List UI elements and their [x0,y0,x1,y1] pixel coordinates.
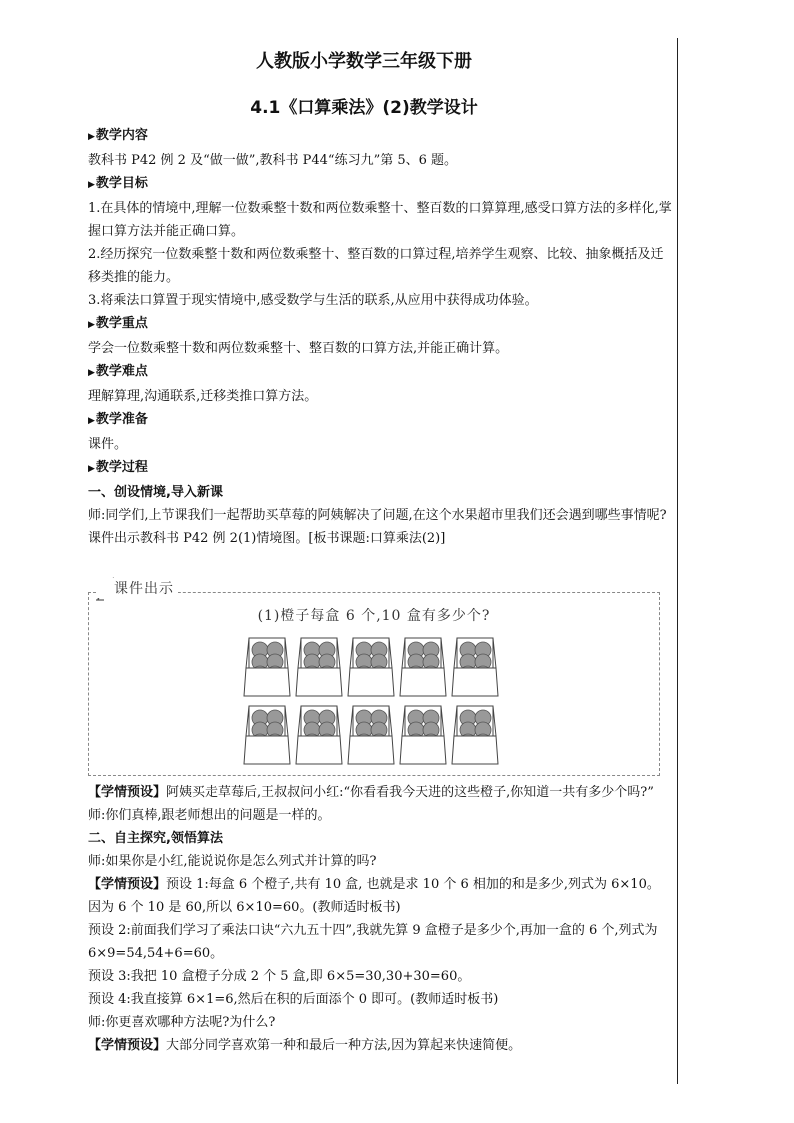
document-subtitle: 4.1《口算乘法》(2)教学设计 [250,98,478,118]
goal-1: 1.在具体的情境中,理解一位数乘整十数和两位数乘整十、整百数的口算算理,感受口算方法的多样化,掌握口算方法并能正确口算。 [88,201,672,239]
orange-box [400,706,446,764]
page-margin-line [677,38,678,1084]
prediction-method-3: 预设 3:我把 10 盒橙子分成 2 个 5 盒,即 6×5=30,30+30=60。 [88,969,471,984]
content-text: 教科书 P42 例 2 及“做一做”,教科书 P44“练习九”第 5、6 题。 [88,153,458,168]
prep-text: 课件。 [88,437,128,452]
triangle-bullet-icon: ▶ [88,368,95,378]
section-heading-content: ▶教学内容 [88,128,148,143]
section-heading-difficulty: ▶教学难点 [88,364,148,379]
goal-3: 3.将乘法口算置于现实情境中,感受数学与生活的联系,从应用中获得成功体验。 [88,293,538,308]
key-text: 学会一位数乘整十数和两位数乘整十、整百数的口算方法,并能正确计算。 [88,341,509,356]
part1-heading: 一、创设情境,导入新课 [88,485,223,500]
difficulty-text: 理解算理,沟通联系,迁移类推口算方法。 [88,389,318,404]
prediction-tag: 【学情预设】 [88,1038,167,1053]
triangle-bullet-icon: ▶ [88,464,95,474]
orange-boxes-illustration [89,593,659,775]
orange-box [348,706,394,764]
courseware-label: 课件出示 [96,578,178,598]
goal-2: 2.经历探究一位数乘整十数和两位数乘整十、整百数的口算过程,培养学生观察、比较、抽象概括及迁移类推的能力。 [88,247,664,285]
document-body [88,124,672,550]
student-prediction-1: 【学情预设】阿姨买走草莓后,王叔叔问小红:“你看看我今天进的这些橙子,你知道一共有多少个吗?” [88,785,654,800]
orange-box [296,706,342,764]
document-title: 人教版小学数学三年级下册 [256,51,472,72]
orange-box [452,706,498,764]
section-heading-prep: ▶教学准备 [88,412,148,427]
orange-box [244,638,290,696]
orange-box [452,638,498,696]
prediction-method-2: 预设 2:前面我们学习了乘法口诀“六九五十四”,我就先算 9 盒橙子是多少个,再加一盒的 6 个,列式为 6×9=54,54+6=60。 [88,923,658,961]
prediction-tag: 【学情预设】 [88,785,167,800]
orange-box [400,638,446,696]
teacher-follow-up: 师:你更喜欢哪种方法呢?为什么? [88,1015,276,1030]
prediction-method-4: 预设 4:我直接算 6×1=6,然后在积的后面添个 0 即可。(教师适时板书) [88,992,499,1007]
document-body-continued [88,781,672,1057]
courseware-frame [88,592,660,776]
orange-box [296,638,342,696]
part1-paragraph-2: 课件出示教科书 P42 例 2(1)情境图。[板书课题:口算乘法(2)] [88,531,446,546]
prediction-method-1: 【学情预设】预设 1:每盒 6 个橙子,共有 10 盒, 也就是求 10 个 6 相加的和是多少,列式为 6×10。因为 6 个 10 是 60,所以 6×10=60。(教师适时板书) [88,877,660,915]
triangle-bullet-icon: ▶ [88,180,95,190]
courseware-question: (1)橙子每盒 6 个,10 盒有多少个? [257,608,491,624]
orange-box [244,706,290,764]
teacher-question: 师:如果你是小红,能说说你是怎么列式并计算的吗? [88,854,377,869]
triangle-bullet-icon: ▶ [88,132,95,142]
part2-heading: 二、自主探究,领悟算法 [88,831,223,846]
student-prediction-final: 【学情预设】大部分同学喜欢第一种和最后一种方法,因为算起来快速简便。 [88,1038,522,1053]
part1-paragraph-1: 师:同学们,上节课我们一起帮助买草莓的阿姨解决了问题,在这个水果超市里我们还会遇到哪些事情呢? [88,508,667,523]
triangle-bullet-icon: ▶ [88,320,95,330]
teacher-remark: 师:你们真棒,跟老师想出的问题是一样的。 [88,808,331,823]
section-heading-key: ▶教学重点 [88,316,148,331]
section-heading-process: ▶教学过程 [88,460,148,475]
orange-box [348,638,394,696]
triangle-bullet-icon: ▶ [88,416,95,426]
prediction-tag: 【学情预设】 [88,877,167,892]
section-heading-goals: ▶教学目标 [88,176,148,191]
